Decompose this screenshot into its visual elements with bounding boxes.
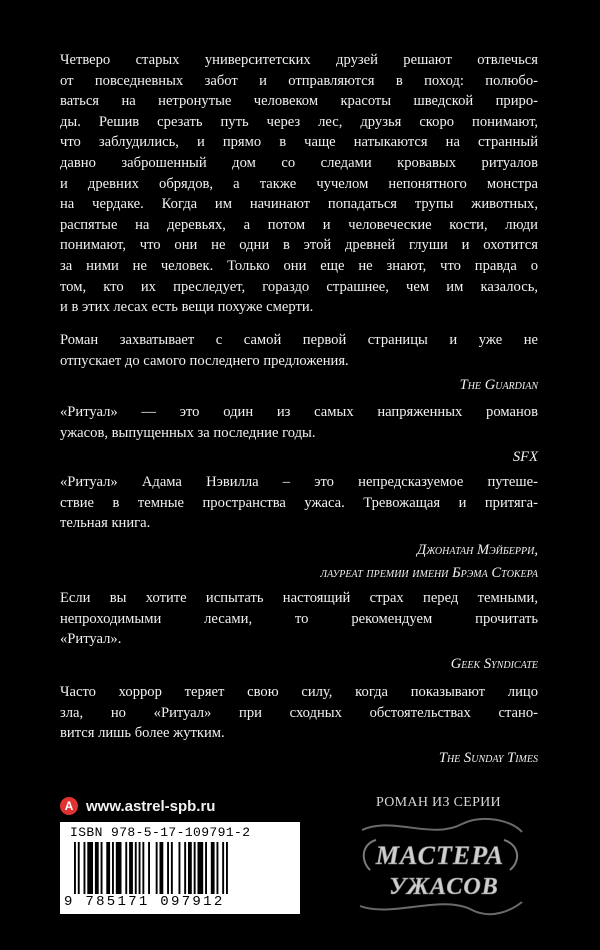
review-geek-syndicate [60, 588, 538, 674]
review-line: отпускает до самого последнего предложения. [60, 352, 349, 369]
publisher-website [60, 794, 320, 818]
barcode-bar [156, 842, 158, 894]
barcode-bar [101, 842, 103, 894]
ean-digits: 9 785171 097912 [64, 894, 225, 910]
blurb-line: на чердаке. Когда им начинают попадаться трупы животных, [60, 196, 538, 213]
blurb-line: за ними не человек. Только они еще не знают, что правда о [60, 257, 538, 274]
barcode-bar [129, 842, 133, 894]
barcode-bar [74, 842, 76, 894]
blurb-line: давно заброшенный дом со следами кровавых ритуалов [60, 154, 538, 171]
barcode-bar [222, 842, 224, 894]
review-line: «Ритуал» Адама Нэвилла – это непредсказуемое путеше- [60, 474, 538, 490]
review-attribution: The Sunday Times [438, 749, 538, 766]
barcode-bar [135, 842, 137, 894]
barcode-bar [116, 842, 122, 894]
barcode-bar [142, 842, 144, 894]
blurb-line: от повседневных забот и отправляются в поход: полюбо- [60, 72, 538, 89]
barcode-bars [74, 842, 286, 896]
barcode-bar [139, 842, 141, 894]
review-line: Если вы хотите испытать настоящий страх перед темными, [60, 590, 538, 606]
review-sunday-times [60, 682, 538, 768]
blurb-line: ды. Решив срезать путь через лес, друзья скоро понимают, [60, 113, 538, 130]
barcode-bar [87, 842, 93, 894]
barcode-bar [125, 842, 127, 894]
review-line: зла, но «Ритуал» при сходных обстоятельствах стано- [60, 704, 538, 721]
review-sfx [60, 402, 538, 468]
blurb-line: ваться на нетронутые человеком красоты шведской приро- [60, 93, 538, 110]
blurb-line: и древних обрядов, а также чучелом непонятного монстра [60, 175, 538, 192]
book-blurb [60, 50, 538, 318]
isbn-label: ISBN 978-5-17-109791-2 [70, 825, 251, 840]
barcode-bar [160, 842, 164, 894]
series-logo-line-2: УЖАСОВ [389, 874, 499, 900]
series-logo-line-1: МАСТЕРА [375, 841, 505, 870]
publisher-logo-letter: А [64, 799, 74, 813]
barcode-bar [179, 842, 181, 894]
barcode-bar [226, 842, 228, 894]
barcode-bar [167, 842, 169, 894]
review-guardian [60, 330, 538, 396]
series-logo-masters-of-horror [352, 810, 528, 922]
barcode-bar [148, 842, 150, 894]
barcode-bar [106, 842, 110, 894]
barcode-bar [78, 842, 80, 894]
barcode-bar [84, 842, 86, 894]
barcode-bar [205, 842, 207, 894]
blurb-line: том, кто их преследует, гораздо страшнее, чем им казалось, [60, 278, 538, 295]
review-line: непроходимыми лесами, то рекомендуем прочитать [60, 610, 538, 627]
review-attribution: The Guardian [459, 377, 538, 394]
blurb-line: что заблудились, и прямо в чаще натыкаются на странный [60, 134, 538, 151]
review-line: «Ритуал» — это один из самых напряженных романов [60, 404, 538, 420]
website-url: www.astrel-spb.ru [86, 797, 216, 815]
review-line: ствие в темные пространства ужаса. Тревожащая и притяга- [60, 494, 538, 511]
blurb-line: распятые на деревьях, а потом и человеческие кости, люди [60, 216, 538, 233]
review-attribution: Geek Syndicate [450, 655, 538, 672]
barcode-bar [112, 842, 114, 894]
review-attribution: SFX [512, 449, 538, 466]
review-line: Часто хоррор теряет свою силу, когда показывают лицо [60, 684, 538, 700]
blurb-line: понимают, что они не одни в этой древней глуши и охотится [60, 237, 538, 254]
barcode-bar [211, 842, 215, 894]
barcode-bar [188, 842, 192, 894]
review-line: вится лишь более жутким. [60, 725, 225, 742]
review-line: Роман захватывает с самой первой страницы и уже не [60, 332, 538, 348]
review-line: ужасов, выпущенных за последние годы. [60, 424, 316, 441]
review-attribution: Джонатан Мэйберри, [416, 541, 538, 558]
barcode-bar [95, 842, 99, 894]
barcode-bar [194, 842, 196, 894]
review-mayberry [60, 472, 538, 584]
series-caption: РОМАН ИЗ СЕРИИ [376, 795, 501, 810]
barcode-bar [171, 842, 173, 894]
review-attribution-title: лауреат премии имени Брэма Стокера [320, 565, 538, 582]
blurb-line: Четверо старых университетских друзей решают отвлечься [60, 52, 538, 68]
barcode-bar [217, 842, 219, 894]
review-line: «Ритуал». [60, 631, 122, 648]
blurb-line: и в этих лесах есть вещи похуже смерти. [60, 299, 314, 316]
barcode [60, 822, 300, 914]
publisher-logo-icon [60, 797, 78, 815]
review-line: тельная книга. [60, 515, 151, 532]
barcode-bar [184, 842, 186, 894]
barcode-bar [198, 842, 204, 894]
